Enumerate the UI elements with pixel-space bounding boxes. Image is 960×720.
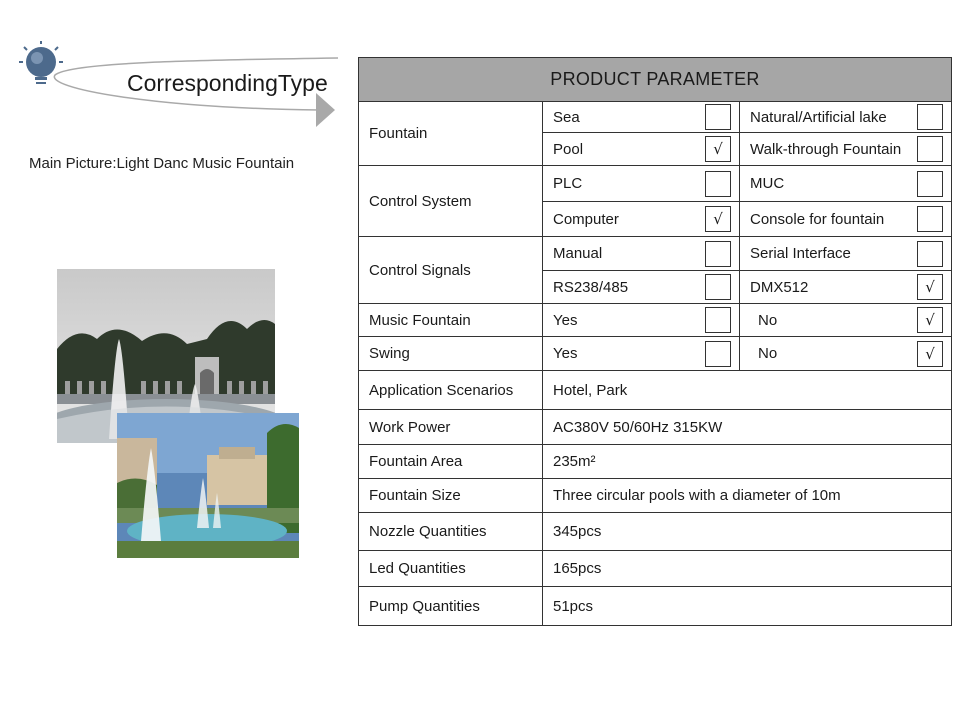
- option-cell: [543, 337, 740, 371]
- option-cell: [740, 133, 952, 166]
- checkbox[interactable]: [705, 241, 731, 267]
- option-label: Natural/Artificial lake: [750, 108, 887, 126]
- option-label: RS238/485: [553, 278, 629, 296]
- checkbox-checked[interactable]: √: [917, 307, 943, 333]
- table-row: [359, 479, 952, 513]
- option-cell: [543, 304, 740, 337]
- table-row: [359, 304, 952, 337]
- spec-value: 165pcs: [543, 551, 952, 587]
- option-label: Manual: [553, 245, 603, 262]
- option-cell: [740, 271, 952, 304]
- checkbox[interactable]: [917, 241, 943, 267]
- option-label: Serial Interface: [750, 245, 851, 262]
- option-cell: [740, 202, 952, 237]
- option-cell: [543, 133, 740, 166]
- row-label-control-signals: Control Signals: [359, 237, 543, 304]
- table-title: PRODUCT PARAMETER: [359, 58, 952, 102]
- option-cell: [740, 237, 952, 271]
- spec-value: Hotel, Park: [543, 371, 952, 410]
- checkbox-checked[interactable]: √: [705, 206, 731, 232]
- row-label-music-fountain: Music Fountain: [359, 304, 543, 337]
- checkbox[interactable]: [705, 104, 731, 130]
- checkbox[interactable]: [917, 136, 943, 162]
- option-label: No: [758, 311, 778, 329]
- spec-value: 235m²: [543, 445, 952, 479]
- spec-label: Fountain Area: [359, 445, 543, 479]
- checkbox-checked[interactable]: √: [705, 136, 731, 162]
- option-label: MUC: [750, 175, 785, 192]
- photo-hotel-fountain: [117, 413, 299, 558]
- option-label: Computer: [553, 210, 619, 228]
- option-label: Walk-through Fountain: [750, 140, 902, 158]
- spec-value: AC380V 50/60Hz 315KW: [543, 410, 952, 445]
- spec-label: Work Power: [359, 410, 543, 445]
- table-row: [359, 410, 952, 445]
- table-row: [359, 102, 952, 133]
- checkbox[interactable]: [705, 274, 731, 300]
- page-title: CorrespondingType: [127, 70, 328, 96]
- checkbox[interactable]: [705, 171, 731, 197]
- table-row: [359, 551, 952, 587]
- table-row: [359, 371, 952, 410]
- checkbox[interactable]: [705, 307, 731, 333]
- checkbox[interactable]: [917, 171, 943, 197]
- option-label: Yes: [553, 311, 578, 329]
- option-label: DMX512: [750, 278, 809, 296]
- row-label-control-system: Control System: [359, 166, 543, 237]
- option-cell: [543, 166, 740, 202]
- checkbox-checked[interactable]: √: [917, 341, 943, 367]
- table-row: [359, 513, 952, 551]
- option-label: Pool: [553, 140, 584, 158]
- arrow-head-icon: [316, 93, 335, 127]
- table-row: [359, 237, 952, 271]
- table-row: [359, 587, 952, 626]
- option-label: No: [758, 345, 778, 362]
- option-cell: [543, 271, 740, 304]
- option-label: Yes: [553, 345, 578, 362]
- spec-value: 345pcs: [543, 513, 952, 551]
- table-row: [359, 166, 952, 202]
- spec-label: Led Quantities: [359, 551, 543, 587]
- checkbox[interactable]: [917, 104, 943, 130]
- option-label: PLC: [553, 175, 583, 192]
- option-cell: [740, 337, 952, 371]
- option-cell: [740, 304, 952, 337]
- checkbox-checked[interactable]: √: [917, 274, 943, 300]
- lightbulb-icon: [19, 41, 63, 84]
- row-label-swing: Swing: [359, 337, 543, 371]
- spec-label: Nozzle Quantities: [359, 513, 543, 551]
- spec-label: Pump Quantities: [359, 587, 543, 626]
- option-cell: [740, 102, 952, 133]
- spec-value: 51pcs: [543, 587, 952, 626]
- option-label: Sea: [553, 108, 580, 126]
- option-label: Console for fountain: [750, 210, 885, 228]
- option-cell: [543, 237, 740, 271]
- main-picture-caption: Main Picture:Light Danc Music Fountain: [29, 155, 295, 172]
- row-label-fountain: Fountain: [359, 102, 543, 166]
- checkbox[interactable]: [705, 341, 731, 367]
- spec-label: Application Scenarios: [359, 371, 543, 410]
- product-parameter-table: [358, 57, 952, 626]
- option-cell: [543, 102, 740, 133]
- option-cell: [543, 202, 740, 237]
- checkbox[interactable]: [917, 206, 943, 232]
- option-cell: [740, 166, 952, 202]
- table-row: [359, 445, 952, 479]
- spec-label: Fountain Size: [359, 479, 543, 513]
- table-row: [359, 337, 952, 371]
- spec-value: Three circular pools with a diameter of 10m: [543, 479, 952, 513]
